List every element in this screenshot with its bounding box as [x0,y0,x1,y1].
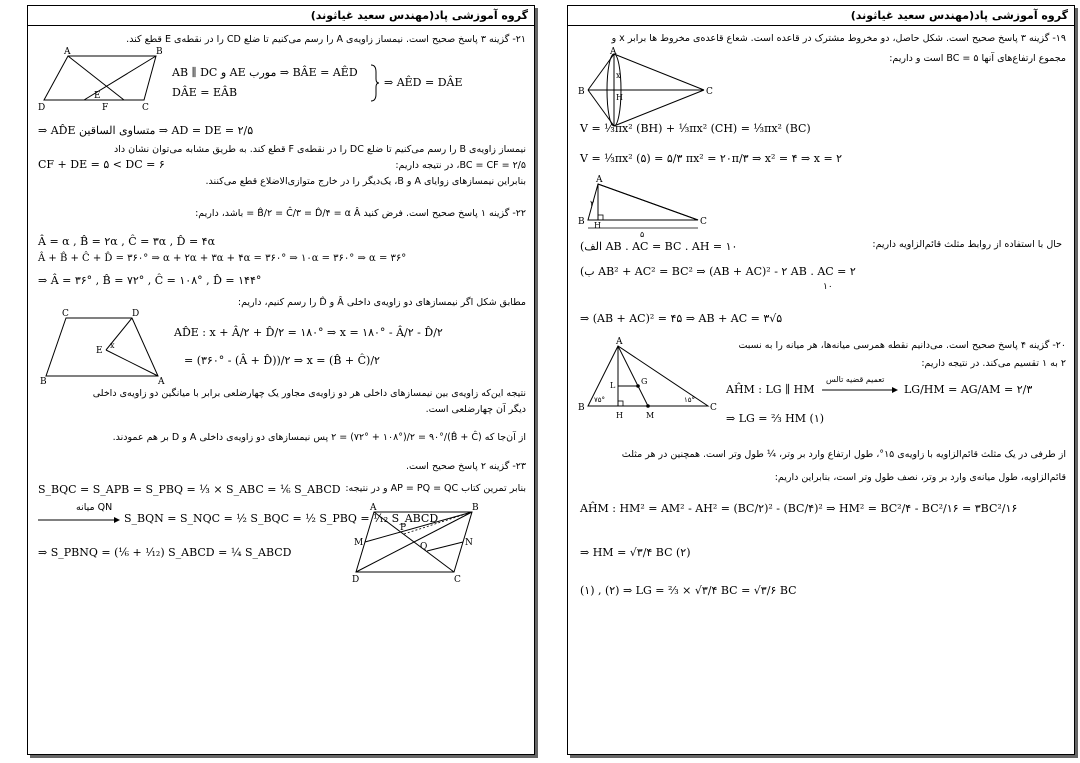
q22-eq-3: ⇒ Â = ۳۶° , B̂ = ۷۲° , Ĉ = ۱۰۸° , D̂ = ۱۴۴° [38,274,262,287]
fig6-label-q: Q [420,542,428,552]
q19-rel-text: حال با استفاده از روابط مثلث قائم‌الزاویه داریم: [872,239,1062,250]
fig6-label-n: N [465,538,473,548]
q23-eq-1: S_BQC = S_APB = S_PBQ = ⅓ × S_ABC = ⅙ S_ABCD [38,483,341,496]
fig-label-b: B [578,87,585,97]
page-header: گروه آموزشی پاد(مهندس سعید غیاثوند) [28,6,534,26]
fig6-label-b: B [472,503,479,513]
median-arrow-icon [38,516,120,524]
fig6-label-p: P [400,523,407,533]
fig2-label-two: ۲ [590,199,595,208]
thales-arrow-icon [822,386,898,394]
q19-eq-1: V = ⅓πx² (BH) + ⅓πx² (CH) = ⅓πx² (BC) [580,122,811,135]
fig-label-c: C [706,87,713,97]
q22-p3: دیگر آن چهارضلعی است. [425,404,526,415]
q20-intro-2: ۲ به ۱ تقسیم می‌کند. در نتیجه داریم: [921,358,1066,369]
q22-eq-2: Â + B̂ + Ĉ + D̂ = ۳۶۰° ⇒ α + ۲α + ۳α + ۴α = ۳۶۰° ⇒ ۱۰α = ۳۶۰° ⇒ α = ۳۶° [38,253,407,264]
q20-intro-1: ۲۰- گزینه ۴ پاسخ صحیح است. می‌دانیم نقطه همرسی میانه‌ها، هر میانه را به نسبت [738,340,1066,351]
fig3-label-c: C [710,403,717,413]
q20-eq-4: ⇒ HM = √۳/۴ BC (۲) [580,546,691,559]
q19-eq-b: (ب AB² + AC² = BC² ⇒ (AB + AC)² - ۲ AB . AC = ۲ [580,265,856,278]
fig6-label-c: C [454,575,461,585]
q19-intro-2: مجموع ارتفاع‌های آنها ۵ = BC است و داریم: [889,53,1066,64]
q22-eq-4: AD̂E : x + Â/۲ + D̂/۲ = ۱۸۰° ⇒ x = ۱۸۰° - Â/۲ - D̂/۲ [174,326,443,339]
q23-p1: بنابر تمرین کتاب AP = PQ = QC و در نتیجه: [345,483,526,494]
page-left [567,5,1075,755]
fig5-label-e: E [96,346,103,356]
q21-eq-2: DÂE = EÂB [172,86,238,99]
q21-p3: بنابراین نیمسازهای زوایای A و B، یک‌دیگر را در خارج متوازی‌الاضلاع قطع می‌کنند. [205,176,526,187]
fig3-label-a: A [616,337,623,347]
q21-p2-eq: CF + DE = ۵ < DC = ۶ [38,158,165,171]
fig2-label-c: C [700,217,707,227]
fig-label-a: A [610,47,617,57]
q19-eq-c: ⇒ (AB + AC)² = ۴۵ ⇒ AB + AC = ۳√۵ [580,312,783,325]
q21-eq-3: ⇒ AÊD = DÂE [384,76,463,89]
q20-eq-1-lhs: AĤM : LG ∥ HM [726,383,815,396]
fig3-angle-75: ۷۵° [594,396,606,404]
q20-note-2: قائم‌الزاویه، طول میانه‌ی وارد بر وتر، نصف طول وتر است، بنابراین داریم: [774,472,1066,483]
q21-eq-4: ⇒ AD̂E متساوی الساقین ⇒ AD = DE = ۲/۵ [38,124,254,137]
fig2-label-b: B [578,217,585,227]
fig-label-h: H [616,93,623,102]
quadrilateral-bisector-figure [36,308,166,386]
fig-label-x: x [616,71,621,80]
fig6-label-d: D [352,575,360,585]
q22-p1: مطابق شکل اگر نیمسازهای دو زاویه‌ی داخلی Â و D̂ را رسم کنیم، داریم: [237,297,526,308]
fig4-label-c: C [142,103,149,113]
fig4-label-f: F [102,103,109,113]
fig3-label-m: M [646,411,655,420]
q20-thales-label: تعمیم قضیه تالس [826,375,885,384]
q23-arrow-label: QN میانه [76,502,113,513]
q22-eq-1: Â = α , B̂ = ۲α , Ĉ = ۳α , D̂ = ۴α [38,235,216,248]
page-header: گروه آموزشی پاد(مهندس سعید غیاثوند) [568,6,1074,26]
fig2-label-a: A [596,175,603,185]
q23-eq-2: S_BQN = S_NQC = ½ S_BQC = ½ S_PBQ = ¹⁄₁₂ S_ABCD [124,512,439,525]
fig5-label-d: D [132,309,140,319]
fig3-label-b: B [578,403,585,413]
fig6-label-a: A [370,503,377,513]
fig4-label-b: B [156,47,163,57]
q20-eq-3: AĤM : HM² = AM² - AH² = (BC/۲)² - (BC/۴)² ⇒ HM² = BC²/۴ - BC²/۱۶ = ۳BC²/۱۶ [580,502,1018,515]
q21-eq-1: AB ∥ DC و AE مورب ⇒ BÂE = AÊD [172,66,358,79]
fig3-label-l: L [610,381,616,390]
q21-p1: نیمساز زاویه‌ی B را رسم می‌کنیم تا ضلع DC را در نقطه‌ی F قطع کند. به طریق مشابه می‌توان نشان داد [114,144,526,155]
right-triangle-figure [576,176,706,238]
q23-eq-3: ⇒ S_PBNQ = (⅙ + ¹⁄₁₂) S_ABCD = ¼ S_ABCD [38,546,292,559]
q20-eq-1-rhs: LG/HM = AG/AM = ۲/۳ [904,383,1033,396]
q19-intro-1: ۱۹- گزینه ۳ پاسخ صحیح است. شکل حاصل، دو مخروط مشترک در قاعده است. شعاع قاعده‌ی مخروط ها برابر x و [611,33,1066,44]
parallelogram-area-figure [350,502,480,586]
fig5-label-c: C [62,309,69,319]
q22-p2: نتیجه این‌که زاویه‌ی بین نیمسازهای داخلی هر دو زاویه‌ی مجاور یک چهارضلعی برابر با میانگین دو زاویه‌ی داخلی [92,388,526,399]
q22-eq-5: = (۳۶۰° - (Â + D̂))/۲ ⇒ x = (B̂ + Ĉ)/۲ [184,354,380,367]
q22-intro: ۲۲- گزینه ۱ پاسخ صحیح است. فرض کنید B̂/۲ = Ĉ/۳ = D̂/۴ = α Â = باشد، داریم: [195,208,526,219]
fig5-label-a: A [158,377,165,387]
fig3-label-g: G [641,377,648,386]
fig4-label-e: E [94,91,101,101]
q19-eq-b-under: ۱۰ [823,282,833,292]
q20-eq-5: (۱) , (۲) ⇒ LG = ⅔ × √۳/۴ BC = √۳/۶ BC [580,584,797,597]
q19-eq-a: (الف AB . AC = BC . AH = ۱۰ [580,240,738,253]
fig2-label-five: ۵ [640,230,645,239]
fig4-label-a: A [64,47,71,57]
fig3-angle-15: ۱۵° [684,396,696,404]
q23-intro: ۲۳- گزینه ۲ پاسخ صحیح است. [405,461,526,472]
parallelogram-bisector-figure [34,46,164,112]
q21-p2: BC = CF = ۲/۵، در نتیجه داریم: [395,160,526,171]
fig5-label-x: x [110,341,115,350]
fig5-label-b: B [40,377,47,387]
q20-eq-2: ⇒ LG = ⅔ HM (۱) [726,412,825,425]
fig4-label-d: D [38,103,46,113]
page-right [27,5,535,755]
fig6-label-m: M [354,538,364,548]
triangle-median-figure [576,338,716,422]
q20-note-1: از طرفی در یک مثلث قائم‌الزاویه با زاویه‌ی ۱۵°، طول ارتفاع وارد بر وتر، ¼ طول وتر است. همچنین در هر مثلث [621,449,1066,460]
fig2-label-h: H [594,221,601,230]
q21-intro: ۲۱- گزینه ۳ پاسخ صحیح است. نیمساز زاویه‌ی A را رسم می‌کنیم تا ضلع CD را در نقطه‌ی E قطع کند. [126,34,526,45]
q19-eq-2: V = ⅓πx² (۵) = ۵/۳ πx² = ۲۰π/۳ ⇒ x² = ۴ ⇒ x = ۲ [580,152,843,165]
q22-p4: از آن‌جا که (B̂ + Ĉ)/۲ = (۷۲° + ۱۰۸°)/۲ = ۹۰° پس نیمسازهای دو زاویه‌ی داخلی A و D بر هم عمودند. [112,432,526,443]
fig3-label-h: H [616,411,623,420]
brace-icon [370,64,380,102]
